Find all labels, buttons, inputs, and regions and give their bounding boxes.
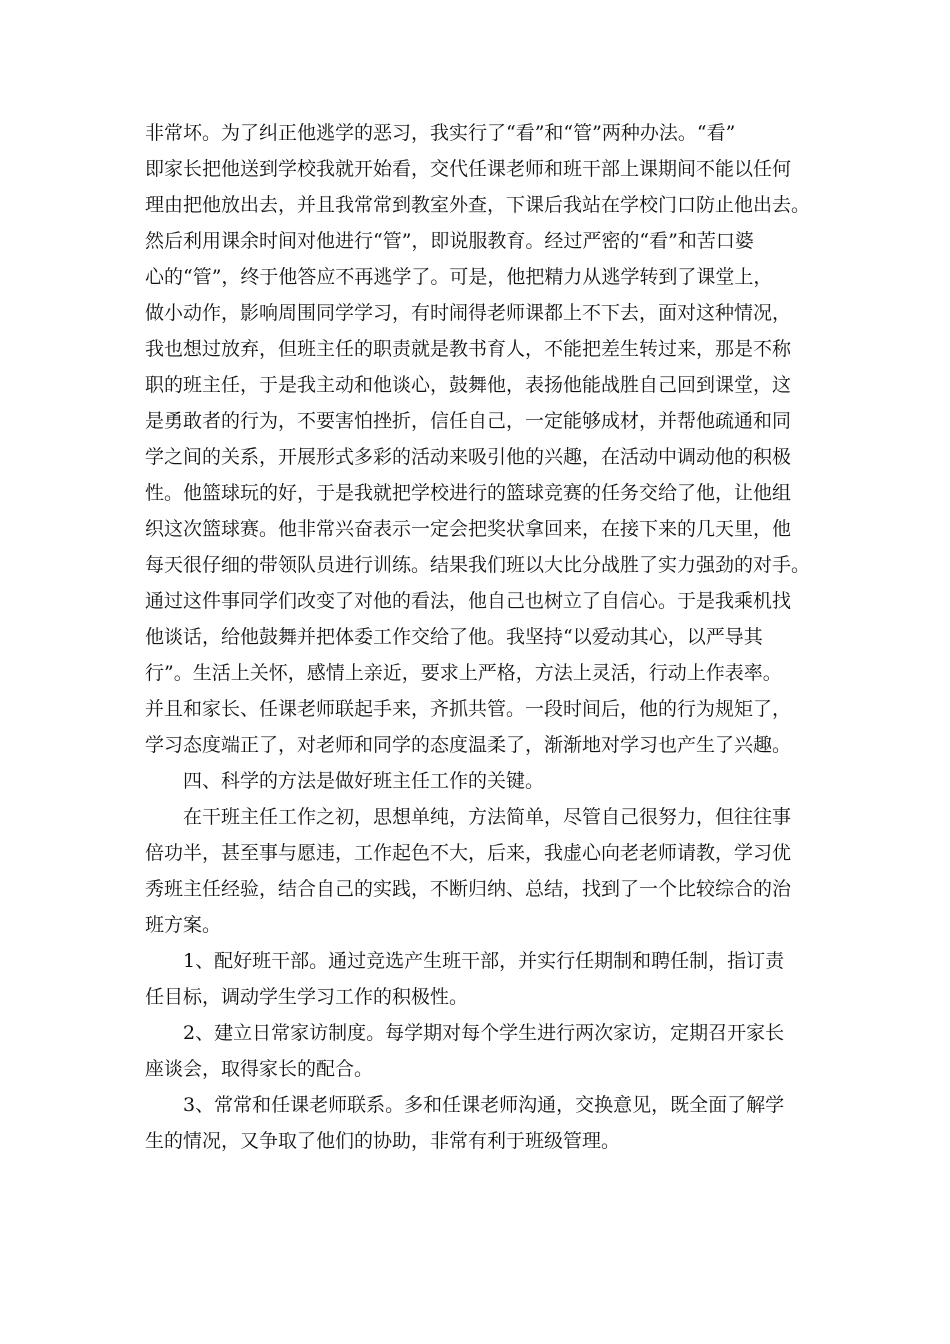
text-line: 班方案。 xyxy=(145,914,222,936)
text-line: 做小动作，影响周围同学学习，有时闹得老师课都上不下去，面对这种情况， xyxy=(145,302,792,324)
text-line: 织这次篮球赛。他非常兴奋表示一定会把奖状拿回来，在接下来的几天里，他 xyxy=(145,518,792,540)
text-line: 并且和家长、任课老师联起手来，齐抓共管。一段时间后，他的行为规矩了， xyxy=(145,698,792,720)
text-line: 学习态度端正了，对老师和同学的态度温柔了，渐渐地对学习也产生了兴趣。 xyxy=(145,734,792,756)
text-line: 生的情况，又争取了他们的协助，非常有利于班级管理。 xyxy=(145,1130,621,1152)
text-line: 2、建立日常家访制度。每学期对每个学生进行两次家访，定期召开家长 xyxy=(183,1022,785,1044)
text-line: 非常坏。为了纠正他逃学的恶习，我实行了“看”和“管”两种办法。“看” xyxy=(145,122,736,144)
text-line: 通过这件事同学们改变了对他的看法，他自己也树立了自信心。于是我乘机找 xyxy=(145,590,792,612)
text-line: 性。他篮球玩的好，于是我就把学校进行的篮球竞赛的任务交给了他，让他组 xyxy=(145,482,792,504)
text-line: 行”。生活上关怀，感情上亲近，要求上严格，方法上灵活，行动上作表率。 xyxy=(145,662,782,684)
text-line: 四、科学的方法是做好班主任工作的关键。 xyxy=(183,770,545,792)
text-line: 理由把他放出去，并且我常常到教室外查，下课后我站在学校门口防止他出去。 xyxy=(145,194,811,216)
text-line: 座谈会，取得家长的配合。 xyxy=(145,1058,374,1080)
text-line: 学之间的关系，开展形式多彩的活动来吸引他的兴趣，在活动中调动他的积极 xyxy=(145,446,792,468)
text-line: 倍功半，甚至事与愿违，工作起色不大，后来，我虚心向老老师请教，学习优 xyxy=(145,842,792,864)
text-line: 我也想过放弃，但班主任的职责就是教书育人，不能把差生转过来，那是不称 xyxy=(145,338,792,360)
text-line: 任目标，调动学生学习工作的积极性。 xyxy=(145,986,469,1008)
text-line: 每天很仔细的带领队员进行训练。结果我们班以大比分战胜了实力强劲的对手。 xyxy=(145,554,811,576)
document-body xyxy=(145,115,815,1159)
text-line: 秀班主任经验，结合自己的实践，不断归纳、总结，找到了一个比较综合的治 xyxy=(145,878,792,900)
text-line: 3、常常和任课老师联系。多和任课老师沟通，交换意见，既全面了解学 xyxy=(183,1094,785,1116)
text-line: 职的班主任，于是我主动和他谈心，鼓舞他，表扬他能战胜自己回到课堂，这 xyxy=(145,374,792,396)
text-line: 然后利用课余时间对他进行“管”，即说服教育。经过严密的“看”和苦口婆 xyxy=(145,230,754,252)
text-line: 心的“管”，终于他答应不再逃学了。可是，他把精力从逃学转到了课堂上， xyxy=(145,266,773,288)
text-line: 是勇敢者的行为，不要害怕挫折，信任自己，一定能够成材，并帮他疏通和同 xyxy=(145,410,792,432)
text-line: 即家长把他送到学校我就开始看，交代任课老师和班干部上课期间不能以任何 xyxy=(145,158,792,180)
text-line: 他谈话，给他鼓舞并把体委工作交给了他。我坚持“以爱动其心，以严导其 xyxy=(145,626,763,648)
text-line: 1、配好班干部。通过竞选产生班干部，并实行任期制和聘任制，指订责 xyxy=(183,950,785,972)
text-line: 在干班主任工作之初，思想单纯，方法简单，尽管自己很努力，但往往事 xyxy=(183,806,792,828)
